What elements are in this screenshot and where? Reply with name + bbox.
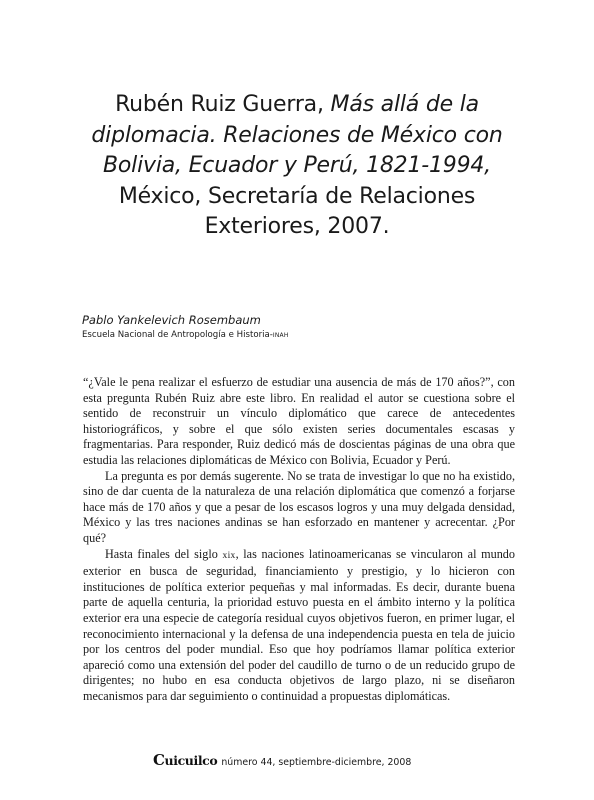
logo-text: uicuilco [164,753,218,768]
review-title [70,90,524,243]
title-publication: México, Secretaría de Relaciones Exteriores, 2007. [118,183,476,239]
issue-info: número 44, septiembre-diciembre, 2008 [221,757,412,768]
reviewer-affiliation [82,330,289,340]
page-footer [153,751,411,769]
review-body [83,375,515,704]
paragraph-3-rest: , las naciones latinoamericanas se vincularon al mundo exterior en busca de seguridad, financiamiento y prestigio, y lo hicieron con instituciones de política exterior pequeñas y mal informadas. Es decir, durante buena parte de aquella centuria, la prioridad estuvo puesta en el ámbito interno y la política exterior era una especie de categoría residual cuyos objetivos fueron, en primer lugar, el reconocimiento internacional y la defensa de una independencia puesta en tela de juicio por los centros del poder mundial. Eso que hoy podríamos llamar política exterior apareció como una extensión del poder del caudillo de turno o de un reducido grupo de dirigentes; no hubo en esa conducta objetivos de largo plazo, ni se diseñaron mecanismos para dar seguimiento o continuidad a propuestas diplomáticas. [83,546,515,703]
paragraph-3 [83,547,515,705]
century-numeral: xix [222,550,236,561]
title-author: Rubén Ruiz Guerra, [115,92,331,117]
title-book: Más allá de la diplomacia. Relaciones de México con Bolivia, Ecuador y Perú, 1821-1994, [91,92,503,178]
journal-logo [153,751,217,769]
paragraph-2: La pregunta es por demás sugerente. No se trata de investigar lo que no ha existido, sino de dar cuenta de la naturaleza de una relación diplomática que comenzó a forjarse hace más de 170 años y que a pesar de los escasos logros y una muy delgada densidad, México y las tres naciones andinas se han esforzado en mantener y acrecentar. ¿Por qué? [83,468,515,545]
paragraph-1: “¿Vale le pena realizar el esfuerzo de estudiar una ausencia de más de 170 años?”, con esta pregunta Rubén Ruiz abre este libro. En realidad el autor se cuestiona sobre el sentido de reconstruir un vínculo diplomático que carece de antecedentes historiográficos, y sobre el que sólo existen series documentales escasas y fragmentarias. Para responder, Ruiz dedicó más de doscientas páginas de una obra que estudia las relaciones diplomáticas de México con Bolivia, Ecuador y Perú. [83,375,515,467]
paragraph-3-start: Hasta finales del siglo [105,546,223,561]
affiliation-suffix: INAH [272,332,289,339]
logo-initial: C [153,751,165,769]
affiliation-text: Escuela Nacional de Antropología e Historia- [82,330,273,340]
reviewer-name: Pablo Yankelevich Rosembaum [82,313,261,327]
